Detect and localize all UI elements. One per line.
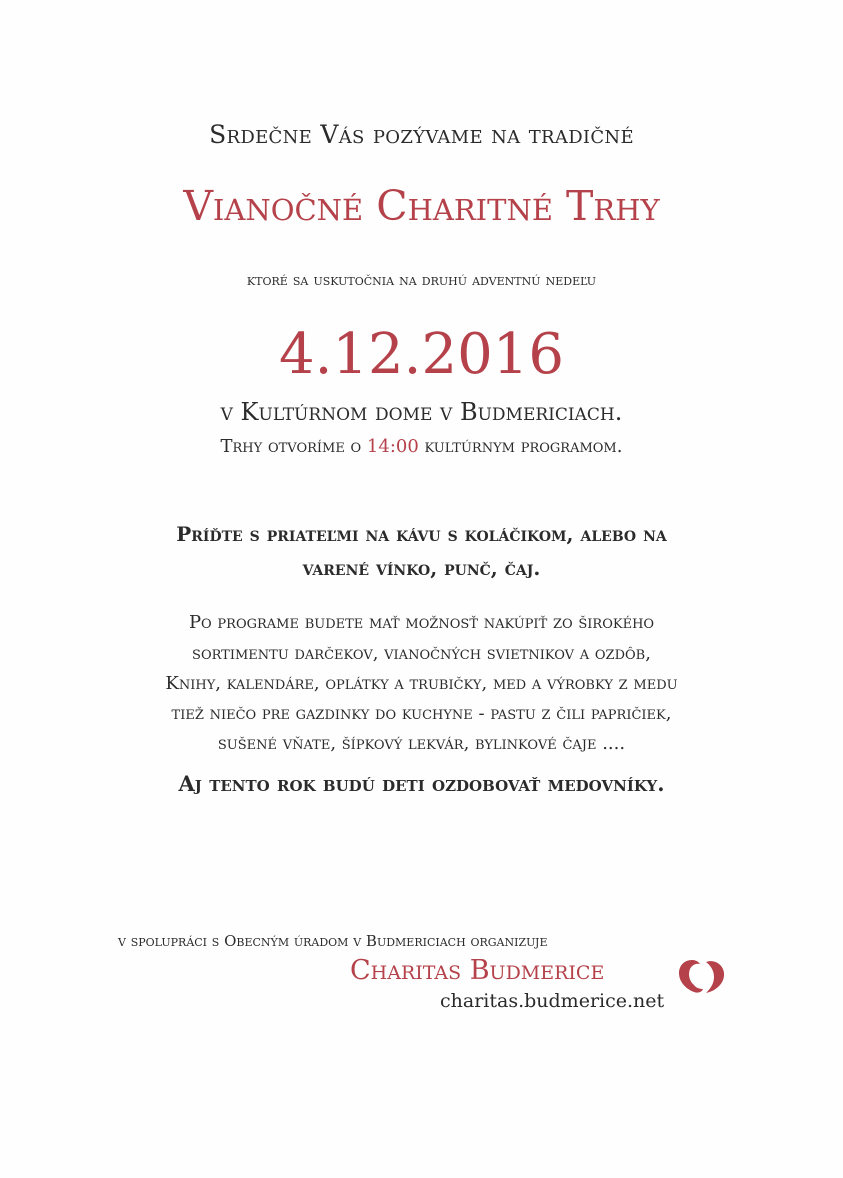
organizer-website: charitas.budmerice.net (440, 990, 665, 1012)
kids-activity: Aj tento rok budú deti ozdobovať medovníky. (178, 771, 665, 796)
event-title: Vianočné Charitné Trhy (183, 182, 660, 230)
products-line: Po programe budete mať možnosť nakúpiť zo širokého (188, 612, 655, 633)
products-line: sortimentu darčekov, vianočných svietnikov a ozdôb, (192, 643, 651, 664)
cafe-line-2: varené vínko, punč, čaj. (302, 556, 541, 580)
products-line: sušené vňate, šípkový lekvár, bylinkové čaje .... (217, 733, 626, 754)
cafe-line-1: Príďte s priateľmi na kávu s koláčikom, alebo na (176, 522, 667, 546)
opening-info (0, 436, 843, 457)
opening-time: 14:00 (366, 436, 419, 457)
opening-text-before: Trhy otvoríme o (220, 436, 367, 457)
products-line: Knihy, kalendáre, oplátky a trubičky, med a výrobky z medu (165, 673, 678, 694)
event-venue: v Kultúrnom dome v Budmericiach. (220, 398, 623, 426)
heart-icon (676, 956, 728, 996)
greeting-text: Srdečne Vás pozývame na tradičné (209, 120, 634, 149)
cooperation-text: v spolupráci s Obecným úradom v Budmericiach organizuje (118, 932, 548, 950)
event-subtitle: ktoré sa uskutočnia na druhú adventnú nedeľu (246, 270, 597, 289)
opening-text-after: kultúrnym programom. (418, 436, 623, 457)
products-line: tiež niečo pre gazdinky do kuchyne - pastu z čili papričiek, (171, 703, 672, 724)
organizer-name: Charitas Budmerice (350, 955, 605, 986)
event-date: 4.12.2016 (278, 322, 564, 387)
